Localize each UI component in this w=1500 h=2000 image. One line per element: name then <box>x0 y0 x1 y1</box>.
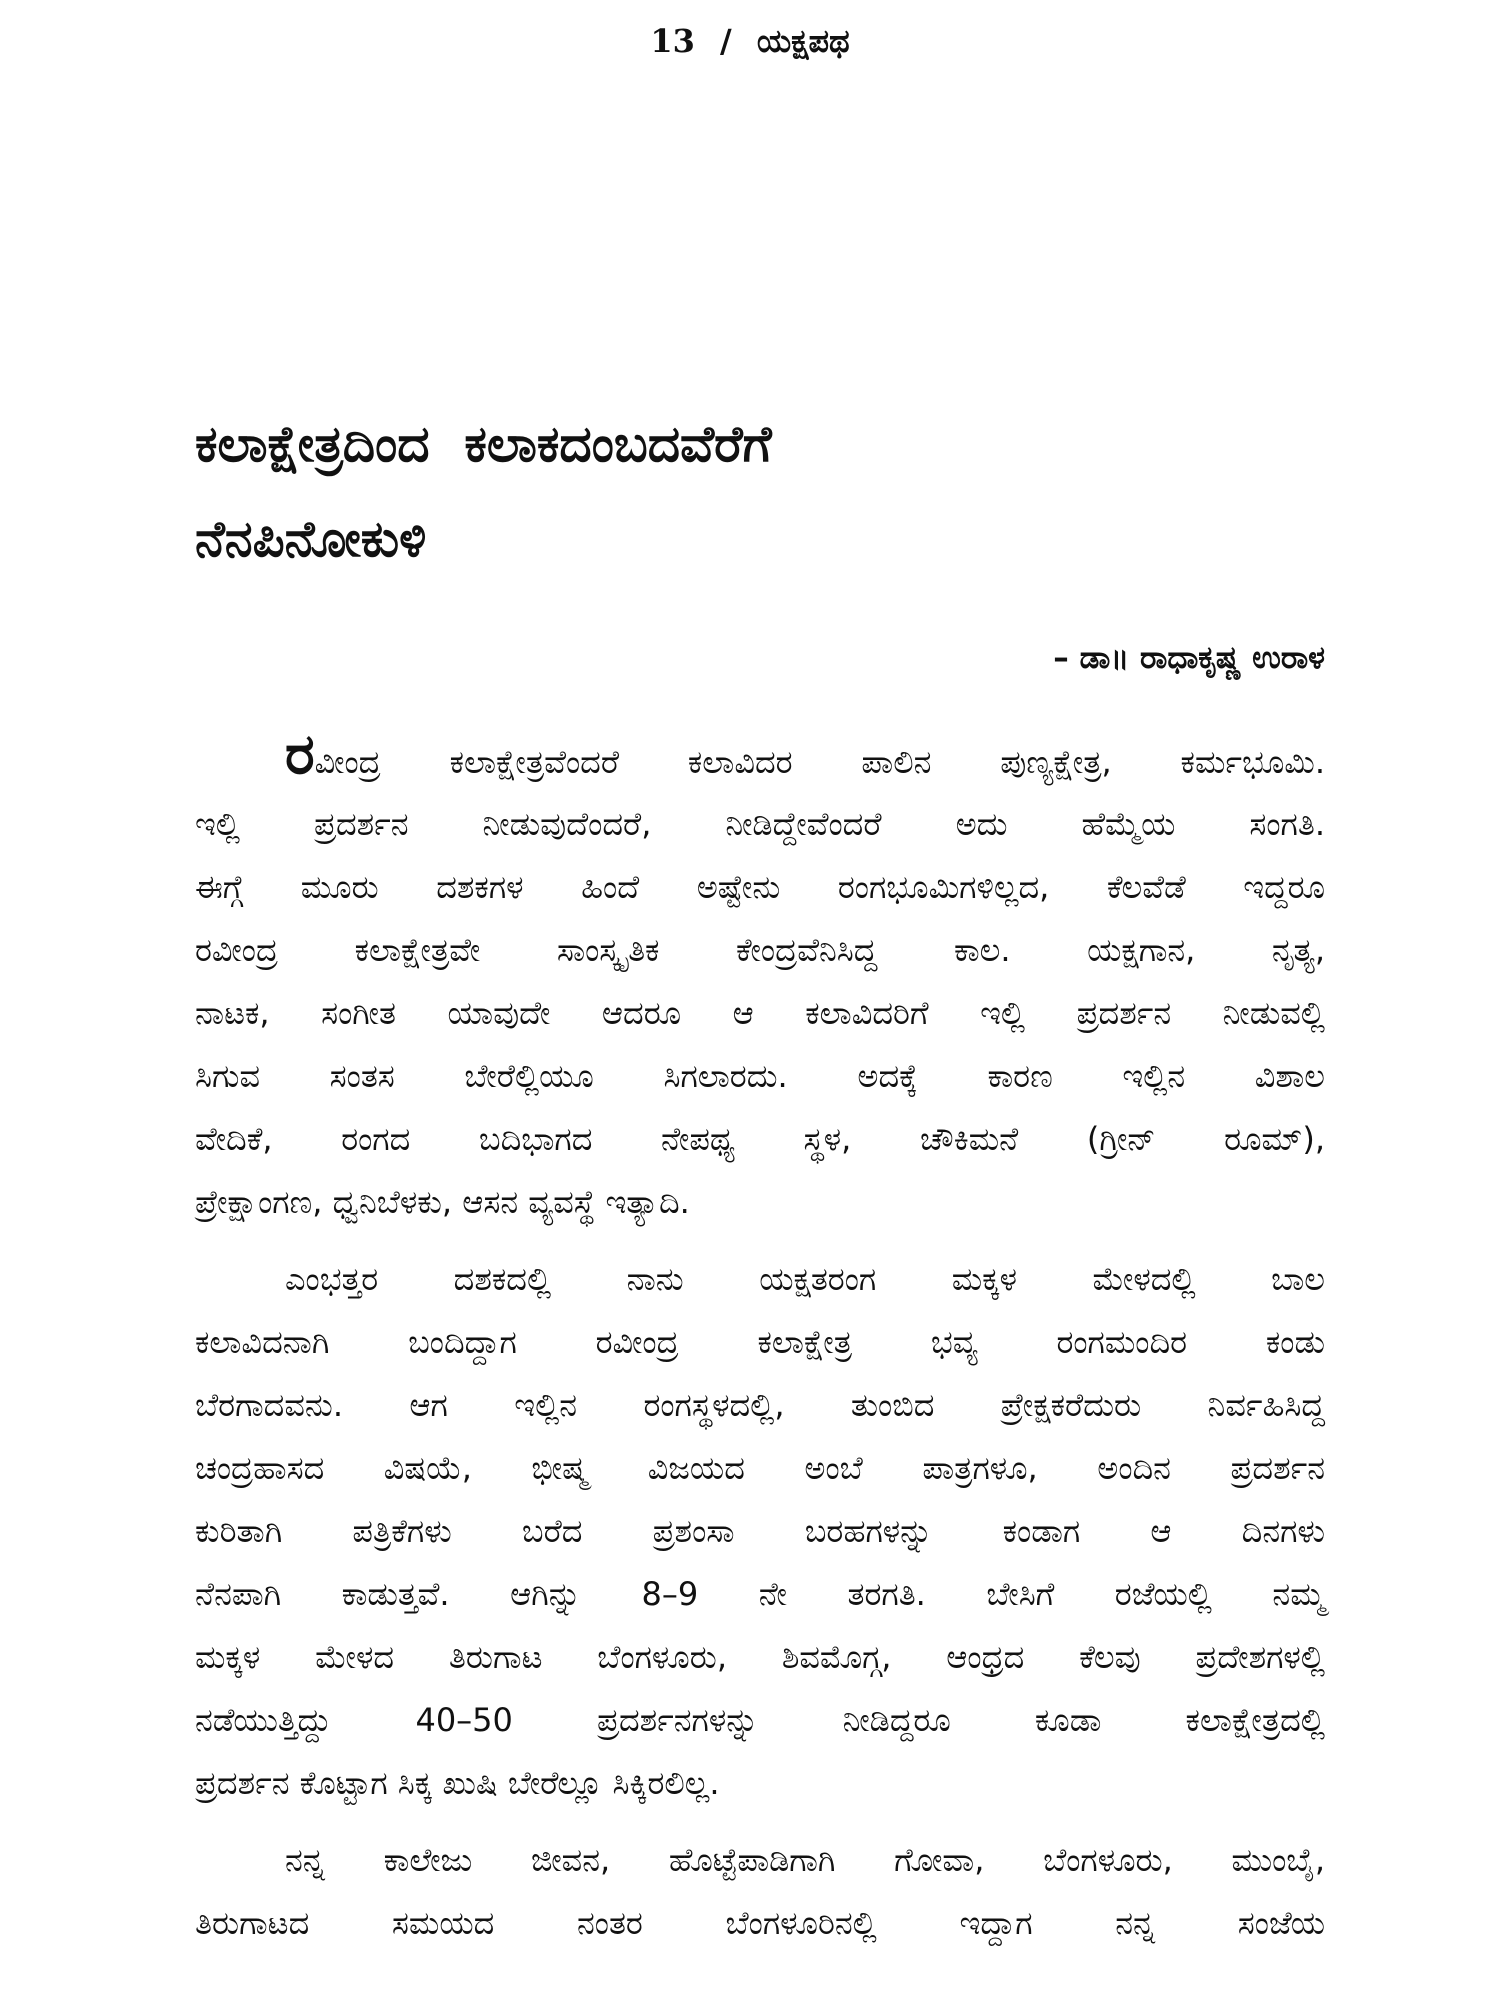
text-line <box>195 1829 1325 1892</box>
running-title: ಯಕ್ಷಪಥ <box>756 22 850 60</box>
text-line <box>195 1437 1325 1500</box>
running-header <box>0 22 1500 61</box>
text-line-content: ಮಕ್ಕಳ ಮೇಳದ ತಿರುಗಾಟ ಬೆಂಗಳೂರು, ಶಿವಮೊಗ್ಗ, ಆಂಧ್ರದ ಕೆಲವು ಪ್ರದೇಶಗಳಲ್ಲಿ <box>195 1638 1325 1676</box>
text-line <box>195 1045 1325 1108</box>
text-line-content: ಎಂಭತ್ತರ ದಶಕದಲ್ಲಿ ನಾನು ಯಕ್ಷತರಂಗ ಮಕ್ಕಳ ಮೇಳದಲ್ಲಿ ಬಾಲ <box>285 1260 1325 1298</box>
drop-cap: ರ <box>285 722 315 787</box>
text-line-content: ನಾಟಕ, ಸಂಗೀತ ಯಾವುದೇ ಆದರೂ ಆ ಕಲಾವಿದರಿಗೆ ಇಲ್ಲಿ ಪ್ರದರ್ಶನ ನೀಡುವಲ್ಲಿ <box>195 994 1325 1032</box>
text-line <box>195 1563 1325 1626</box>
text-line <box>195 1108 1325 1171</box>
article-author: – ಡಾ॥ ರಾಧಾಕೃಷ್ಣ ಉರಾಳ <box>1053 640 1325 676</box>
text-line <box>195 1500 1325 1563</box>
text-line-content: ರವೀಂದ್ರ ಕಲಾಕ್ಷೇತ್ರವೇ ಸಾಂಸ್ಕೃತಿಕ ಕೇಂದ್ರವೆನಿಸಿದ್ದ ಕಾಲ. ಯಕ್ಷಗಾನ, ನೃತ್ಯ, <box>195 931 1325 969</box>
text-line-content: ಕಲಾವಿದನಾಗಿ ಬಂದಿದ್ದಾಗ ರವೀಂದ್ರ ಕಲಾಕ್ಷೇತ್ರ ಭವ್ಯ ರಂಗಮಂದಿರ ಕಂಡು <box>195 1323 1325 1361</box>
text-line-content: ಬೆರಗಾದವನು. ಆಗ ಇಲ್ಲಿನ ರಂಗಸ್ಥಳದಲ್ಲಿ, ತುಂಬಿದ ಪ್ರೇಕ್ಷಕರೆದುರು ನಿರ್ವಹಿಸಿದ್ದ <box>195 1386 1325 1424</box>
text-line-content: ತಿರುಗಾಟದ ಸಮಯದ ನಂತರ ಬೆಂಗಳೂರಿನಲ್ಲಿ ಇದ್ದಾಗ ನನ್ನ ಸಂಜೆಯ <box>195 1904 1325 1942</box>
text-line <box>195 919 1325 982</box>
text-line-content: ಚಂದ್ರಹಾಸದ ವಿಷಯೆ, ಭೀಷ್ಮ ವಿಜಯದ ಅಂಬೆ ಪಾತ್ರಗಳೂ, ಅಂದಿನ ಪ್ರದರ್ಶನ <box>195 1449 1325 1487</box>
text-line <box>195 1689 1325 1752</box>
text-line-content: ಸಿಗುವ ಸಂತಸ ಬೇರೆಲ್ಲಿಯೂ ಸಿಗಲಾರದು. ಅದಕ್ಕೆ ಕಾರಣ ಇಲ್ಲಿನ ವಿಶಾಲ <box>195 1057 1325 1095</box>
text-line-content: ನಡೆಯುತ್ತಿದ್ದು 40–50 ಪ್ರದರ್ಶನಗಳನ್ನು ನೀಡಿದ್ದರೂ ಕೂಡಾ ಕಲಾಕ್ಷೇತ್ರದಲ್ಲಿ <box>195 1701 1325 1739</box>
text-line-content: ಪ್ರದರ್ಶನ ಕೊಟ್ಟಾಗ ಸಿಕ್ಕ ಖುಷಿ ಬೇರೆಲ್ಲೂ ಸಿಕ್ಕಿರಲಿಲ್ಲ. <box>195 1764 720 1802</box>
text-line-content: ಇಲ್ಲಿ ಪ್ರದರ್ಶನ ನೀಡುವುದೆಂದರೆ, ನೀಡಿದ್ದೇವೆಂದರೆ ಅದು ಹೆಮ್ಮೆಯ ಸಂಗತಿ. <box>195 805 1325 843</box>
text-line-content: ಕುರಿತಾಗಿ ಪತ್ರಿಕೆಗಳು ಬರೆದ ಪ್ರಶಂಸಾ ಬರಹಗಳನ್ನು ಕಂಡಾಗ ಆ ದಿನಗಳು <box>195 1512 1325 1550</box>
text-line-content: ನನ್ನ ಕಾಲೇಜು ಜೀವನ, ಹೊಟ್ಟೆಪಾಡಿಗಾಗಿ ಗೋವಾ, ಬೆಂಗಳೂರು, ಮುಂಬೈ, <box>285 1841 1325 1879</box>
text-line <box>195 1892 1325 1955</box>
paragraph <box>195 722 1325 1234</box>
paragraph <box>195 1248 1325 1815</box>
page-number: 13 <box>650 22 695 60</box>
text-line <box>195 793 1325 856</box>
text-line <box>195 1626 1325 1689</box>
text-line-content: ನೆನಪಾಗಿ ಕಾಡುತ್ತವೆ. ಆಗಿನ್ನು 8–9 ನೇ ತರಗತಿ. ಬೇಸಿಗೆ ರಜೆಯಲ್ಲಿ ನಮ್ಮ <box>195 1575 1325 1613</box>
text-line <box>195 856 1325 919</box>
text-line-content: ಈಗ್ಗೆ ಮೂರು ದಶಕಗಳ ಹಿಂದೆ ಅಷ್ಟೇನು ರಂಗಭೂಮಿಗಳಿಲ್ಲದ, ಕೆಲವೆಡೆ ಇದ್ದರೂ <box>195 868 1325 906</box>
text-line-content: ಪ್ರೇಕ್ಷಾಂಗಣ, ಧ್ವನಿಬೆಳಕು, ಆಸನ ವ್ಯವಸ್ಥೆ ಇತ್ಯಾದಿ. <box>195 1183 690 1221</box>
text-line <box>195 1311 1325 1374</box>
text-line <box>195 1171 1325 1234</box>
text-line-content: ವೀಂದ್ರ ಕಲಾಕ್ಷೇತ್ರವೆಂದರೆ ಕಲಾವಿದರ ಪಾಲಿನ ಪುಣ್ಯಕ್ಷೇತ್ರ, ಕರ್ಮಭೂಮಿ. <box>314 743 1325 781</box>
text-line-content: ವೇದಿಕೆ, ರಂಗದ ಬದಿಭಾಗದ ನೇಪಥ್ಯ ಸ್ಥಳ, ಚೌಕಿಮನೆ (ಗ್ರೀನ್ ರೂಮ್), <box>195 1120 1325 1158</box>
text-line <box>195 722 1325 793</box>
paragraph <box>195 1829 1325 1955</box>
article-title-line-2: ನೆನಪಿನೋಕುಳಿ <box>195 510 427 568</box>
header-separator: / <box>720 22 732 60</box>
text-line <box>195 1752 1325 1815</box>
text-line <box>195 1248 1325 1311</box>
article-body <box>195 722 1325 1969</box>
text-line <box>195 982 1325 1045</box>
text-line <box>195 1374 1325 1437</box>
article-title-line-1: ಕಲಾಕ್ಷೇತ್ರದಿಂದ ಕಲಾಕದಂಬದವೆರೆಗೆ <box>195 415 772 473</box>
